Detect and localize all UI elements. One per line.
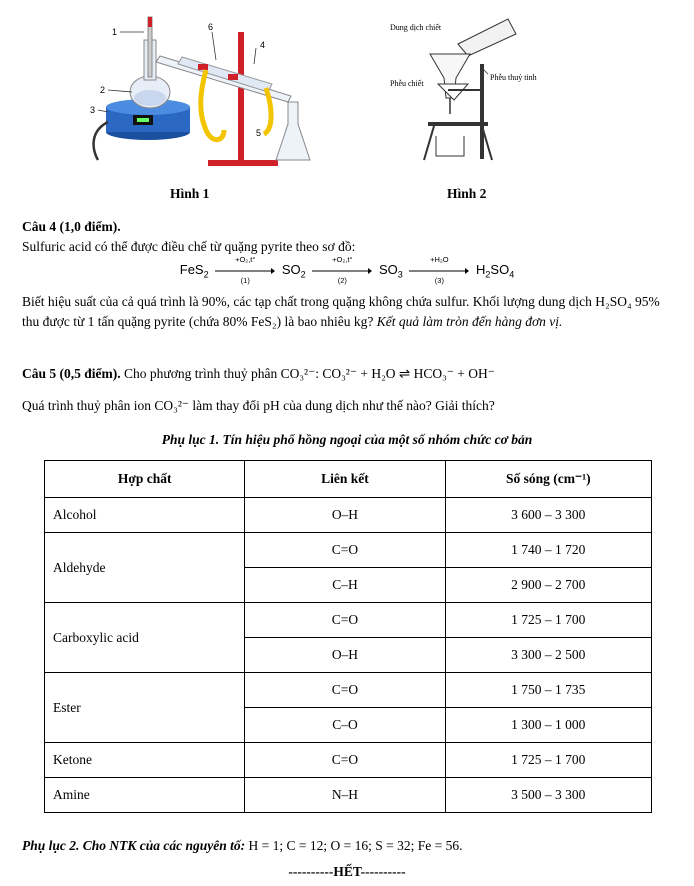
bond-cell: C–O [245, 708, 445, 743]
fig2-label-extract: Dung dịch chiết [390, 23, 442, 32]
compound-cell: Carboxylic acid [45, 603, 245, 673]
bond-cell: C=O [245, 533, 445, 568]
figure-2-caption: Hình 2 [447, 186, 487, 201]
col-header-compound: Hợp chất [45, 461, 245, 498]
bond-cell: C=O [245, 743, 445, 778]
bond-cell: O–H [245, 638, 445, 673]
bond-cell: C=O [245, 603, 445, 638]
q5-line-1: Câu 5 (0,5 điểm). Cho phương trình thuỷ phân CO₃²⁻: CO₃²⁻ + H₂O ⇌ HCO₃⁻ + OH⁻ [22, 366, 495, 381]
q4-body: Biết hiệu suất của cả quá trình là 90%, các tạp chất trong quặng không chứa sulfur. Khối lượng dung dịch H₂SO₄ 95% thu được từ 1 tấn quặng pyrite (chứa 80% FeS₂) là bao nhiêu kg? Kết quả làm tròn đến hàng đơn vị. [22, 294, 660, 329]
wavenumber-cell: 1 300 – 1 000 [445, 708, 651, 743]
table-row [45, 533, 652, 568]
fig1-label-1: 1 [112, 27, 118, 37]
table-header-row [45, 461, 652, 498]
fig1-label-6: 6 [208, 22, 214, 32]
q4-intro: Sulfuric acid có thể được điều chế từ quặng pyrite theo sơ đồ: [22, 239, 356, 254]
table-row [45, 778, 652, 813]
figure-1-distillation-apparatus [88, 12, 318, 170]
q4-reaction-scheme [0, 254, 694, 285]
fig1-label-4: 4 [260, 40, 266, 50]
scheme-arrow-1: +O₂,t° (1) [215, 264, 275, 278]
table-row [45, 673, 652, 708]
table-row [45, 603, 652, 638]
end-mark: ----------HẾT---------- [288, 864, 406, 879]
scheme-arrow-3: +H₂O (3) [409, 264, 469, 278]
compound-cell: Ketone [45, 743, 245, 778]
compound-cell: Amine [45, 778, 245, 813]
ir-signal-table [44, 460, 652, 813]
bond-cell: N–H [245, 778, 445, 813]
col-header-wavenumber: Số sóng (cm⁻¹) [445, 461, 651, 498]
fig1-label-3: 3 [90, 105, 96, 115]
fig2-label-funnel: Phễu chiết [390, 79, 424, 88]
q4-title: Câu 4 (1,0 điểm). [22, 219, 121, 234]
wavenumber-cell: 2 900 – 2 700 [445, 568, 651, 603]
wavenumber-cell: 1 725 – 1 700 [445, 603, 651, 638]
figure-1-caption: Hình 1 [170, 186, 210, 201]
scheme-so2: $SO_2$ [281, 262, 306, 280]
wavenumber-cell: 3 600 – 3 300 [445, 498, 651, 533]
scheme-fes2: FeS$_2$ [179, 262, 209, 280]
wavenumber-cell: 1 750 – 1 735 [445, 673, 651, 708]
wavenumber-cell: 3 300 – 2 500 [445, 638, 651, 673]
table-row [45, 743, 652, 778]
scheme-so3: $SO_3$ [378, 262, 403, 280]
fig2-label-glass-funnel: Phễu thuỷ tinh [490, 73, 537, 82]
compound-cell: Aldehyde [45, 533, 245, 603]
wavenumber-cell: 3 500 – 3 300 [445, 778, 651, 813]
col-header-bond: Liên kết [245, 461, 445, 498]
scheme-h2so4: $H_2SO_4$ [476, 262, 515, 280]
appendix-1-title: Phụ lục 1. Tín hiệu phổ hồng ngoại của một số nhóm chức cơ bản [161, 432, 533, 447]
bond-cell: C=O [245, 673, 445, 708]
figure-2-separating-funnel [388, 14, 558, 164]
fig1-label-5: 5 [256, 128, 262, 138]
wavenumber-cell: 1 725 – 1 700 [445, 743, 651, 778]
bond-cell: C–H [245, 568, 445, 603]
q5-line-2: Quá trình thuỷ phân ion CO₃²⁻ làm thay đổi pH của dung dịch như thế nào? Giải thích? [22, 398, 495, 413]
appendix-2: Phụ lục 2. Cho NTK của các nguyên tố: H = 1; C = 12; O = 16; S = 32; Fe = 56. [22, 838, 463, 853]
scheme-arrow-2: +O₂,t° (2) [312, 264, 372, 278]
compound-cell: Alcohol [45, 498, 245, 533]
fig1-label-2: 2 [100, 85, 106, 95]
wavenumber-cell: 1 740 – 1 720 [445, 533, 651, 568]
compound-cell: Ester [45, 673, 245, 743]
table-row [45, 498, 652, 533]
bond-cell: O–H [245, 498, 445, 533]
